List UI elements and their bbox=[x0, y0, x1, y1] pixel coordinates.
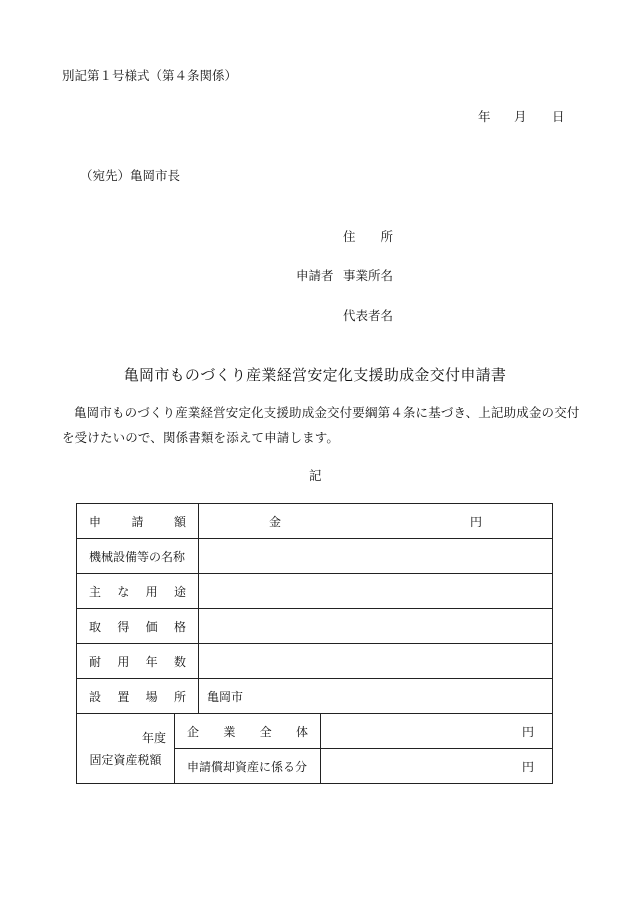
date-day-label: 日 bbox=[552, 109, 565, 124]
document-title: 亀岡市ものづくり産業経営安定化支援助成金交付申請書 bbox=[123, 366, 507, 384]
application-table bbox=[76, 503, 553, 784]
amount-label: 申 請 額 bbox=[77, 504, 199, 539]
purpose-label: 主 な 用 途 bbox=[77, 574, 199, 609]
amount-prefix: 金 bbox=[269, 514, 282, 529]
useful-life-field[interactable] bbox=[199, 644, 553, 679]
equipment-name-label: 機械設備等の名称 bbox=[77, 539, 199, 574]
location-field[interactable]: 亀岡市 bbox=[199, 679, 553, 714]
tax-year-label: 年度 bbox=[141, 730, 166, 745]
company-total-field[interactable]: 円 bbox=[321, 714, 553, 749]
table-row-useful-life bbox=[77, 644, 553, 679]
tax-label-text: 固定資産税額 bbox=[89, 752, 162, 767]
body-line-2: を受けたいので、関係書類を添えて申請します。 bbox=[62, 430, 340, 445]
purpose-field[interactable] bbox=[199, 574, 553, 609]
fixed-asset-tax-label bbox=[77, 714, 175, 784]
body-line-1: 亀岡市ものづくり産業経営安定化支援助成金交付要綱第４条に基づき、上記助成金の交付 bbox=[74, 405, 580, 420]
asset-tax-field[interactable]: 円 bbox=[321, 749, 553, 784]
equipment-name-field[interactable] bbox=[199, 539, 553, 574]
amount-suffix: 円 bbox=[470, 514, 483, 529]
date-year-label: 年 bbox=[478, 109, 491, 124]
office-name-label: 事業所名 bbox=[343, 268, 394, 283]
ki-label: 記 bbox=[309, 468, 322, 483]
applicant-label: 申請者 bbox=[296, 268, 334, 283]
table-row-purpose bbox=[77, 574, 553, 609]
table-row-amount bbox=[77, 504, 553, 539]
location-label: 設 置 場 所 bbox=[77, 679, 199, 714]
date-month-label: 月 bbox=[514, 109, 527, 124]
form-number: 別記第１号様式（第４条関係） bbox=[62, 68, 238, 83]
acquisition-price-label: 取 得 価 格 bbox=[77, 609, 199, 644]
representative-label: 代表者名 bbox=[343, 308, 394, 323]
table-row-tax-company bbox=[77, 714, 553, 749]
asset-tax-label: 申請償却資産に係る分 bbox=[175, 749, 321, 784]
company-total-label: 企 業 全 体 bbox=[175, 714, 321, 749]
addressee: （宛先）亀岡市長 bbox=[80, 168, 181, 183]
table-row-equipment-name bbox=[77, 539, 553, 574]
acquisition-price-field[interactable] bbox=[199, 609, 553, 644]
table-row-location bbox=[77, 679, 553, 714]
table-row-acquisition-price bbox=[77, 609, 553, 644]
address-label: 住 所 bbox=[343, 229, 393, 244]
useful-life-label: 耐 用 年 数 bbox=[77, 644, 199, 679]
amount-field[interactable] bbox=[199, 504, 553, 539]
